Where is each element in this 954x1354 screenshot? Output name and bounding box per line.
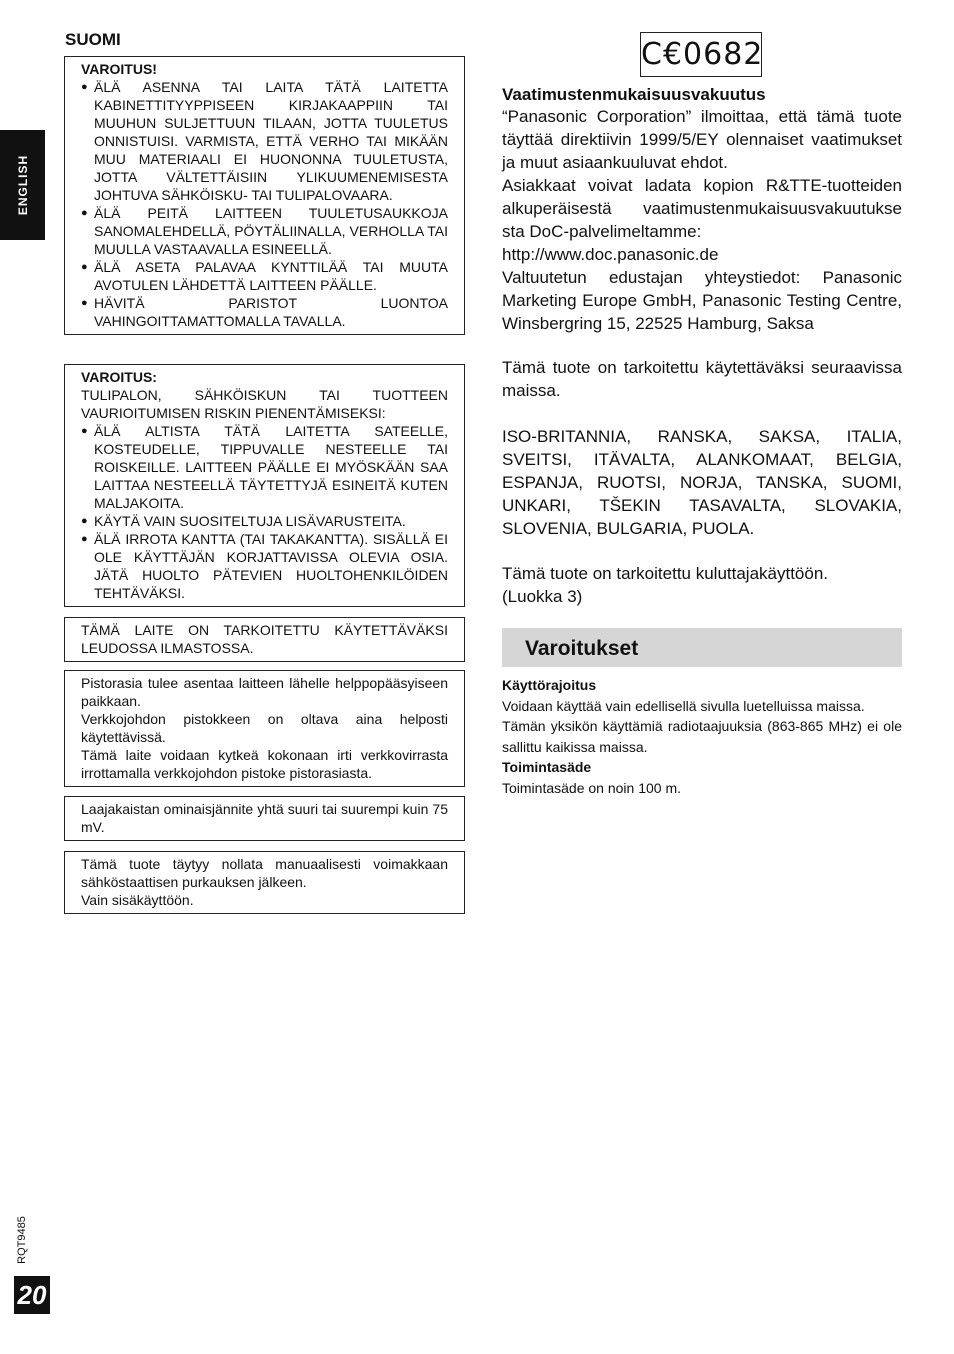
consumer-use-line: (Luokka 3) [502, 587, 583, 606]
warning-item: ● ÄLÄ ALTISTA TÄTÄ LAITETTA SATEELLE, KOSTEUDELLE, TIPPUVALLE NESTEELLE TAI ROISKEILLE. LAITTEEN PÄÄLLE EI MYÖSKÄÄN SAA LAITTAA NESTEELLÄ TÄYTETTYJÄ ESINEITÄ KUTEN MALJAKOITA. [81, 422, 448, 512]
warning-item: ● ÄLÄ ASENNA TAI LAITA TÄTÄ LAITETTA KABINETTITYYPPISEEN KIRJAKAAPPIIN TAI MUUHUN SULJETTUUN TILAAN, JOTTA TUULETUS ONNISTUISI. VARMISTA, ETTÄ VERHO TAI MIKÄÄN MUU MATERIAALI EI HUONONNA TUULETUSTA, JOTTA VÄLTETTÄISIIN YLIKUUMENEMISESTA JOHTUVA SÄHKÖISKU- TAI TULIPALOVAARA. [81, 78, 448, 204]
reset-notice-line: Vain sisäkäyttöön. [81, 892, 194, 908]
range-title: Toimintasäde [502, 759, 592, 775]
broadband-notice-box [64, 796, 465, 841]
consumer-use-line: Tämä tuote on tarkoitettu kuluttajakäyttöön. [502, 564, 829, 583]
warning-title: VAROITUS! [81, 61, 157, 77]
warning-item: ● ÄLÄ ASETA PALAVAA KYNTTILÄÄ TAI MUUTA AVOTULEN LÄHDETTÄ LAITTEEN PÄÄLLE. [81, 258, 448, 294]
socket-notice-line: Pistorasia tulee asentaa laitteen lähelle helppopääsyiseen paikkaan. [81, 675, 448, 709]
usage-restriction-text: Voidaan käyttää vain edellisellä sivulla luetelluissa maissa. [502, 697, 865, 714]
warning-item: ● ÄLÄ IRROTA KANTTA (TAI TAKAKANTTA). SISÄLLÄ EI OLE KÄYTTÄJÄN KORJATTAVISSA OLEVIA OSIA. JÄTÄ HUOLTO PÄTEVIEN HUOLTOHENKILÖIDEN TEHTÄVÄKSI. [81, 530, 448, 602]
declaration-paragraph: “Panasonic Corporation” ilmoittaa, että tämä tuote täyttää direktiivin 1999/5/EY olennaiset vaatimukset ja muut asiaankuuluvat ehdot. [502, 107, 902, 172]
broadband-notice-text: Laajakaistan ominaisjännite yhtä suuri tai suurempi kuin 75 mV. [81, 801, 448, 835]
warnings-heading: Varoitukset [502, 628, 902, 667]
warning-item: ● ÄLÄ PEITÄ LAITTEEN TUULETUSAUKKOJA SANOMALEHDELLÄ, PÖYTÄLIINALLA, VERHOLLA TAI MUULLA VASTAAVALLA ESINEELLÄ. [81, 204, 448, 258]
page-number: 20 [14, 1276, 50, 1314]
ce-mark-logo: C€0682 [640, 32, 762, 77]
warning-item: ● HÄVITÄ PARISTOT LUONTOA VAHINGOITTAMATTOMALLA TAVALLA. [81, 294, 448, 330]
socket-notice-line: Tämä laite voidaan kytkeä kokonaan irti verkkovirrasta irrottamalla verkkojohdon pistoke pistorasiasta. [81, 747, 448, 781]
warning-box-2 [64, 364, 465, 607]
section-heading-suomi: SUOMI [65, 30, 121, 49]
language-tab [0, 130, 45, 240]
warnings-section [502, 675, 902, 798]
countries-intro: Tämä tuote on tarkoitettu käytettäväksi seuraavissa maissa. [502, 358, 902, 400]
usage-restriction-title: Käyttörajoitus [502, 677, 597, 693]
reset-notice-line: Tämä tuote täytyy nollata manuaalisesti voimakkaan sähköstaattisen purkauksen jälkeen. [81, 856, 448, 890]
climate-notice-box [64, 617, 465, 662]
socket-notice-line: Verkkojohdon pistokkeen on oltava aina helposti käytettävissä. [81, 711, 448, 745]
declaration-paragraph: Asiakkaat voivat ladata kopion R&TTE-tuotteiden alkuperäisestä vaatimustenmukaisuusvakuutukse sta DoC-palvelimeltamme: [502, 176, 902, 241]
declaration-section [502, 85, 902, 335]
language-tab-label: ENGLISH [15, 154, 30, 216]
countries-list: ISO-BRITANNIA, RANSKA, SAKSA, ITALIA, SVEITSI, ITÄVALTA, ALANKOMAAT, BELGIA, ESPANJA, RUOTSI, NORJA, TANSKA, SUOMI, UNKARI, TŠEKIN TASAVALTA, SLOVAKIA, SLOVENIA, BULGARIA, PUOLA. [502, 427, 902, 538]
declaration-title: Vaatimustenmukaisuusvakuutus [502, 85, 766, 104]
document-code: RQT9485 [16, 1216, 28, 1264]
reset-notice-box [64, 851, 465, 914]
socket-notice-box [64, 670, 465, 787]
declaration-url: http://www.doc.panasonic.de [502, 245, 719, 264]
warning-item: ● KÄYTÄ VAIN SUOSITELTUJA LISÄVARUSTEITA. [81, 512, 448, 530]
declaration-paragraph: Valtuutetun edustajan yhteystiedot: Panasonic Marketing Europe GmbH, Panasonic Testing Centre, Winsbergring 15, 22525 Hamburg, Saksa [502, 268, 902, 333]
warning-intro: TULIPALON, SÄHKÖISKUN TAI TUOTTEEN VAURIOITUMISEN RISKIN PIENENTÄMISEKSI: [81, 387, 448, 421]
range-text: Toimintasäde on noin 100 m. [502, 779, 681, 796]
climate-notice-text: TÄMÄ LAITE ON TARKOITETTU KÄYTETTÄVÄKSI LEUDOSSA ILMASTOSSA. [81, 622, 448, 656]
usage-restriction-text: Tämän yksikön käyttämiä radiotaajuuksia (863-865 MHz) ei ole sallittu kaikissa maissa. [502, 718, 902, 755]
consumer-use [502, 562, 902, 608]
warning-title: VAROITUS: [81, 369, 157, 385]
warning-box-1 [64, 56, 465, 335]
